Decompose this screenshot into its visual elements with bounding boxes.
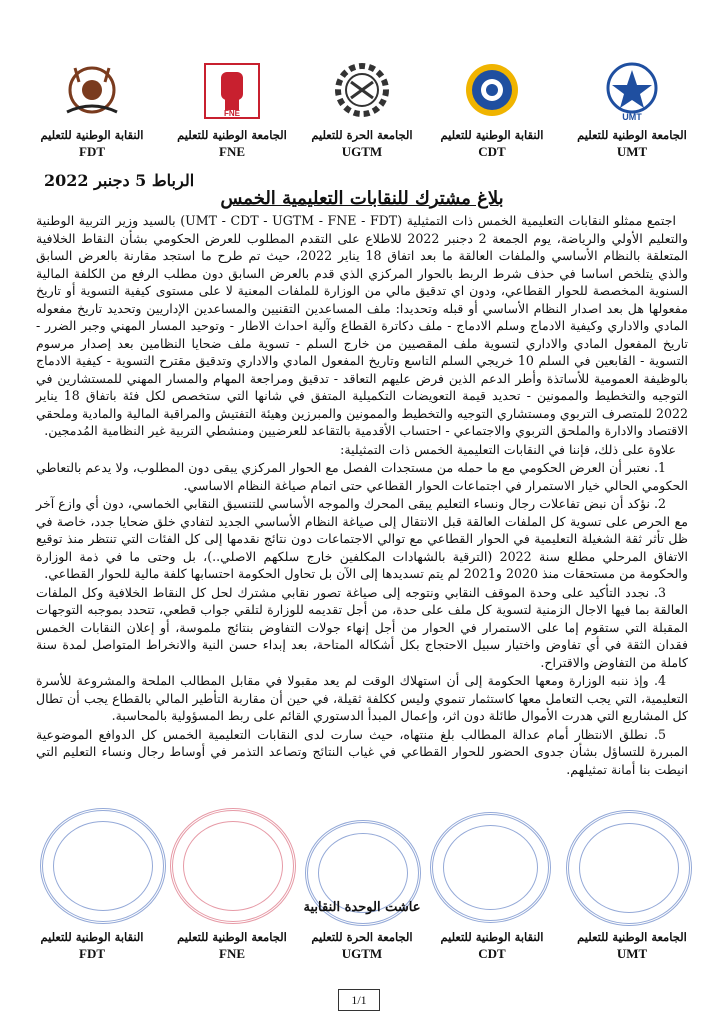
union-fne — [172, 60, 292, 160]
document-date: الرباط 5 دجنبر 2022 — [44, 171, 195, 190]
point-4: 4. وإذ ننبه الوزارة ومعها الحكومة إلى أن استهلاك الوقت لم يعد مقبولا في مقابل المطالب الملحة والمشروعة للأسرة التعليمية، التي يجب التعامل معها كاستثمار تنموي وليس ككلفة ثقيلة، في حين أن مقاربة التأطير المالي بالقطاع يجب أن تطال كل المشاريع التي هدرت الأموال طائلة دون اثر، وإعمال المبدأ الدستوري القائم على ربط المسؤولية بالمحاسبة. — [36, 673, 688, 723]
cdt-logo-icon — [457, 60, 527, 122]
point-1: 1. نعتبر أن العرض الحكومي مع ما حمله من مستجدات الفصل مع الحوار المركزي يبقى دون المطلوب، ولا يدعم بالتعاطي الحكومي الحالي خيار الاستمرار في اجتماعات الحوار القطاعي حتى اتمام صياغة النظام الاساسي. — [36, 460, 688, 493]
point-3: 3. نجدد التأكيد على وحدة الموقف النقابي ونتوجه إلى صياغة تصور نقابي مشترك لحل كل النقاط الخلافية وكل الملفات العالقة بما فيها الاجال الزمنية لتسوية كل ملف على حدة، من أجل تقديمه للوزارة لتلقي جواب قطعي، تتحدد بموجبه التوجهات المقبلة التي ستقوم إما على الاستمرار في الحوار من أجل إنهاء جولات التفاوض بنتائج ملموسة، أو إعلان النقابات الخمس فقدان الثقة في أي تفاوض واختيار سبيل الاحتجاج بكل أشكاله المتاحة، بعد إبداء حسن النية والانخراط المتواصل لمدة سنة كاملة من التفاوض والاقتراح. — [36, 584, 688, 670]
preamble-paragraph: علاوة على ذلك، فإننا في النقابات التعليمية الخمس ذات التمثيلية: — [340, 441, 676, 457]
umt-logo-icon — [597, 60, 667, 122]
union-abbr: UMT — [616, 946, 648, 961]
union-abbr: UGTM — [341, 144, 383, 159]
footer-union-fne — [172, 930, 292, 962]
union-abbr: CDT — [478, 144, 506, 159]
union-abbr: FNE — [219, 144, 245, 159]
footer-union-cdt — [432, 930, 552, 962]
union-fdt — [32, 60, 152, 160]
union-abbr: FDT — [79, 946, 105, 961]
union-name: الجامعة الحرة للتعليم — [311, 128, 413, 142]
union-abbr: UGTM — [341, 946, 383, 961]
fdt-logo-icon — [57, 60, 127, 122]
fne-fist-logo-icon — [197, 60, 267, 122]
union-name: الجامعة الوطنية للتعليم — [177, 930, 287, 944]
union-cdt — [432, 60, 552, 160]
closing-slogan: عاشت الوحدة النقابية — [303, 900, 421, 915]
union-name: الجامعة الوطنية للتعليم — [577, 930, 687, 944]
union-abbr: CDT — [478, 946, 506, 961]
point-2: 2. نؤكد أن نبض تفاعلات رجال ونساء التعليم يبقى المحرك والموجه الأساسي للتنسيق النقابي الخماسي، دون أي وازع آخر مع الحرص على تسوية كل الملفات العالقة قبل الانتقال إلى صياغة النظام الأساسي الجديد لتفادي خلق ضحايا جدد، خاصة في ظل تأثر ثقة الشغيلة التعليمية في الحوار القطاعي مع توالي الاجتماعات دون نتائج نقدمها إلى كل الفئات التي تنتظر منذ توقيع الاتفاق المرحلي مطلع سنة 2022 (الترقية بالشهادات المكلفين خارج سلكهم الاصلي..)، بل وحتى ما في ذمة الوزارة والحكومة من مستحقات منذ 2020 و2021 لم يتم تسديدها إلى الآن بل تحاول الحكومة احتسابها كلفة مالية للحوار القطاعي. — [36, 496, 688, 581]
union-name: النقابة الوطنية للتعليم — [440, 930, 544, 944]
union-abbr: FDT — [79, 144, 105, 159]
point-5: 5. نطلق الانتظار أمام عدالة المطالب بلغ منتهاه، حيث سارت لدى النقابات التعليمية الخمس كل الدوافع الموضوعية المبررة للتساؤل بشأن جدوى الحضور للحوار القطاعي في غياب النتائج وتصاعد التذمر في أوساط رجال ونساء التعليم التي انيطت بنا أمانة تمثيلهم. — [36, 726, 688, 777]
union-ugtm — [302, 60, 422, 160]
footer-union-ugtm — [302, 930, 422, 962]
ugtm-gear-logo-icon — [327, 60, 397, 122]
footer-union-umt — [572, 930, 692, 962]
footer-signatures — [0, 930, 724, 970]
footer-union-fdt — [32, 930, 152, 962]
union-name: الجامعة الوطنية للتعليم — [577, 128, 687, 142]
intro-paragraph: اجتمع ممثلو النقابات التعليمية الخمس ذات التمثيلية (UMT - CDT - UGTM - FNE - FDT) بالسيد وزير التربية الوطنية والتعليم الأولي والرياضة، يوم الجمعة 2 دجنبر 2022 للاطلاع على التقدم المطلوب للعرض الحكومي بشأن النقاط الخلافية المتعلقة بالنظام الأساسي والملفات العالقة ما بعد اتفاق 18 يناير 2022، حيث تم طرح ما استجد مقارنة بالعرض السابق والذي يتلخص اساسا في حذف شرط الربط بالحوار المركزي الذي قدم بالعرض السابق دون مطلب الرفع من الكلفة المالية السنوية المخصصة للحوار القطاعي، ودون اي تدقيق مالي من الوزارة للملفات المعنية لا على مستوى كيفية التسوية أو تاريخ مفعولها هل بعد اصدار النظام الأساسي أو قبله وتحديدا: ملف المساعدين التقنيين والمساعدين الإداريين وتحديد تاريخ مفعوله المادي والاداري وكيفية الادماج وسلم الادماج - ملف دكاترة القطاع وآلية احداث الاطار - وتوحيد المسار المهني وجبر الضرر - تاريخ المفعول المادي والاداري لتسوية ملف المقصيين من خارج السلم - تسوية ملف ضحايا النظامين بعد إصدار مرسوم التسوية - القابعين في السلم 10 خريجي السلم التاسع وتاريخ المفعول المادي والاداري وتدقيق مقترح التسوية - كيفية الادماج بالوظيفة العمومية للأساتذة وأطر الدعم الذين فرض عليهم التعاقد - تدقيق ومراجعة المهام والمسار المهني للمستشارين في التوجيه والتخطيط والممونين - تحديد قيمة التعويضات التكميلية المتفق في شانها التي ستخصص لكل فئة باتفاق 18 يناير 2022 للمتصرف التربوي ومستشاري التوجيه والتخطيط والممونين والمبرزين وهيئة التفتيش والمراقبة المالية والمادية وملحقي الاقتصاد والادارة والملحق التربوي والاجتماعي - احتساب الأقدمية بالتقاعد للعرضيين ومنشطي التربية غير النظامية المُدمجين. — [36, 213, 689, 438]
umt-logo-text: UMT — [622, 112, 642, 122]
fne-logo-text: FNE — [224, 109, 240, 118]
union-abbr: UMT — [616, 144, 648, 159]
document-body — [36, 212, 688, 779]
header-logos — [0, 60, 724, 175]
union-abbr: FNE — [219, 946, 245, 961]
union-name: الجامعة الوطنية للتعليم — [177, 128, 287, 142]
union-name: الجامعة الحرة للتعليم — [311, 930, 413, 944]
union-name: النقابة الوطنية للتعليم — [440, 128, 544, 142]
page-number: 1/1 — [338, 989, 380, 1011]
union-name: النقابة الوطنية للتعليم — [40, 930, 144, 944]
union-umt — [572, 60, 692, 160]
document-title: بلاغ مشترك للنقابات التعليمية الخمس — [220, 188, 504, 209]
union-name: النقابة الوطنية للتعليم — [40, 128, 144, 142]
